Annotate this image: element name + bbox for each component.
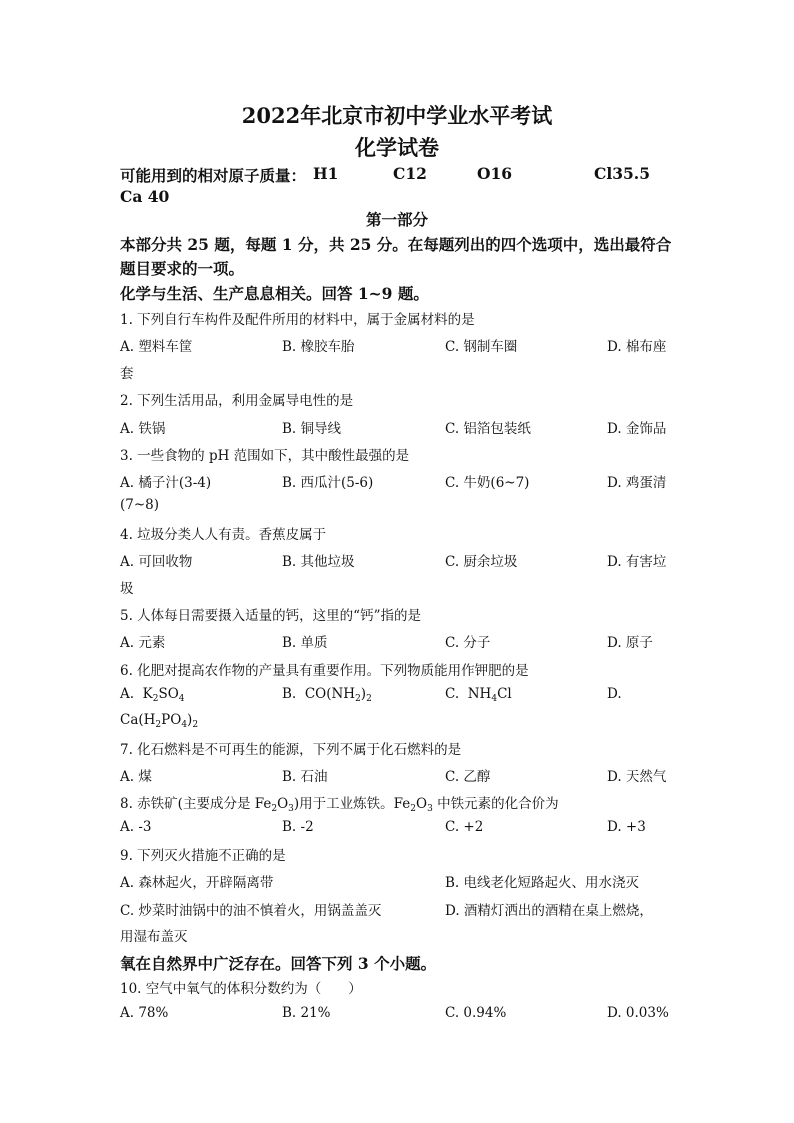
atomic-mass-cl: Cl35.5 — [594, 164, 650, 183]
question-7-stem: 7. 化石燃料是不可再生的能源，下列不属于化石燃料的是 — [120, 742, 462, 758]
question-3-stem: 3. 一些食物的 pH 范围如下，其中酸性最强的是 — [120, 448, 410, 464]
part1-heading: 第一部分 — [365, 210, 428, 229]
exam-subtitle: 化学试卷 — [355, 135, 439, 160]
part1-intro-line1: 本部分共 25 题，每题 1 分，共 25 分。在每题列出的四个选项中，选出最符合 — [120, 235, 672, 254]
question-3-option-d: D. 鸡蛋清 — [607, 475, 667, 491]
atomic-mass-o: O16 — [477, 164, 513, 183]
question-5-option-a: A. 元素 — [120, 635, 166, 651]
section1-heading: 化学与生活、生产息息相关。回答 1~9 题。 — [120, 284, 429, 303]
part1-intro-line2: 题目要求的一项。 — [120, 259, 245, 278]
question-5-option-c: C. 分子 — [445, 635, 491, 651]
question-9-option-c: C. 炒菜时油锅中的油不慎着火，用锅盖盖灭 — [120, 903, 382, 919]
question-8-option-d: D. +3 — [607, 819, 646, 835]
question-7-option-a: A. 煤 — [120, 769, 152, 785]
question-6-option-a — [120, 686, 185, 702]
question-10-option-b: B. 21% — [282, 1005, 331, 1021]
question-6-option-d-wrap — [120, 712, 198, 728]
question-5-stem: 5. 人体每日需要摄入适量的钙，这里的“钙”指的是 — [120, 608, 421, 624]
q8-sub: 2 — [271, 804, 278, 814]
question-3-option-c: C. 牛奶(6~7) — [445, 475, 530, 491]
question-7-option-c: C. 乙醇 — [445, 769, 491, 785]
question-6-stem: 6. 化肥对提高农作物的产量具有重要作用。下列物质能用作钾肥的是 — [120, 663, 529, 679]
question-9-option-b: B. 电线老化短路起火、用水浇灭 — [445, 875, 640, 891]
formula-k2so4: $K_2SO_4$ — [142, 686, 185, 704]
question-9-stem: 9. 下列灭火措施不正确的是 — [120, 848, 286, 864]
question-8-option-a: A. -3 — [120, 819, 152, 835]
formula-ca-h2po4-2: $Ca(H_2PO_4)_2$ — [120, 712, 199, 730]
exam-title: 2022年北京市初中学业水平考试 — [241, 103, 553, 128]
question-4-option-b: B. 其他垃圾 — [282, 554, 355, 570]
question-3-option-a: A. 橘子汁(3-4) — [120, 475, 212, 491]
question-10-option-d: D. 0.03% — [607, 1005, 669, 1021]
q8-part: O — [416, 796, 428, 812]
q8-part: )用于工业炼铁。Fe — [293, 796, 411, 812]
question-6-option-d: D. — [607, 686, 622, 702]
question-9-option-d-wrap: 用湿布盖灭 — [120, 929, 188, 945]
q8-part: 中铁元素的化合价为 — [432, 796, 559, 812]
question-8-option-b: B. -2 — [282, 819, 314, 835]
q8-sub: 3 — [288, 804, 294, 814]
section2-heading: 氧在自然界中广泛存在。回答下列 3 个小题。 — [120, 954, 437, 973]
option-a-label: A. — [120, 686, 135, 702]
question-8-option-c: C. +2 — [445, 819, 484, 835]
option-b-label: B. — [282, 686, 297, 702]
question-5-option-b: B. 单质 — [282, 635, 328, 651]
atomic-mass-c: C12 — [393, 164, 427, 183]
question-5-option-d: D. 原子 — [607, 635, 653, 651]
question-1-stem: 1. 下列自行车构件及配件所用的材料中，属于金属材料的是 — [120, 312, 475, 328]
question-6-option-c — [445, 686, 512, 702]
question-4-stem: 4. 垃圾分类人人有责。香蕉皮属于 — [120, 527, 327, 543]
question-3-option-b: B. 西瓜汁(5-6) — [282, 475, 374, 491]
question-7-option-d: D. 天然气 — [607, 769, 667, 785]
q8-part: O — [277, 796, 289, 812]
question-9-option-a: A. 森林起火，开辟隔离带 — [120, 875, 274, 891]
question-2-option-a: A. 铁锅 — [120, 421, 166, 437]
option-c-label: C. — [445, 686, 460, 702]
question-10-option-a: A. 78% — [120, 1005, 169, 1021]
question-4-option-d-wrap: 圾 — [120, 581, 134, 597]
question-10-option-c: C. 0.94% — [445, 1005, 507, 1021]
question-9-option-d: D. 酒精灯洒出的酒精在桌上燃烧， — [445, 903, 653, 919]
formula-nh4cl: $NH_4Cl$ — [467, 686, 512, 704]
question-3-option-d-wrap: (7~8) — [120, 497, 160, 513]
formula-urea: $CO(NH_2)_2$ — [304, 686, 372, 704]
q8-sub: 3 — [427, 804, 433, 814]
question-4-option-d: D. 有害垃 — [607, 554, 667, 570]
question-7-option-b: B. 石油 — [282, 769, 328, 785]
atomic-mass-label: 可能用到的相对原子质量： — [120, 166, 307, 185]
question-4-option-a: A. 可回收物 — [120, 554, 193, 570]
q8-part: 8. 赤铁矿(主要成分是 Fe — [120, 796, 272, 812]
question-2-stem: 2. 下列生活用品，利用金属导电性的是 — [120, 393, 354, 409]
question-2-option-d: D. 金饰品 — [607, 421, 667, 437]
question-2-option-c: C. 铝箔包装纸 — [445, 421, 531, 437]
question-6-option-b — [282, 686, 372, 702]
atomic-mass-h: H1 — [313, 164, 339, 183]
atomic-mass-ca: Ca 40 — [120, 187, 170, 206]
question-1-option-a: A. 塑料车筐 — [120, 339, 193, 355]
question-2-option-b: B. 铜导线 — [282, 421, 342, 437]
q8-sub: 2 — [410, 804, 417, 814]
question-1-option-c: C. 钢制车圈 — [445, 339, 518, 355]
question-1-option-b: B. 橡胶车胎 — [282, 339, 355, 355]
question-1-option-d-wrap: 套 — [120, 366, 134, 382]
question-4-option-c: C. 厨余垃圾 — [445, 554, 518, 570]
question-10-stem: 10. 空气中氧气的体积分数约为（ ） — [120, 981, 362, 997]
question-8-stem — [120, 792, 559, 812]
question-1-option-d: D. 棉布座 — [607, 339, 667, 355]
